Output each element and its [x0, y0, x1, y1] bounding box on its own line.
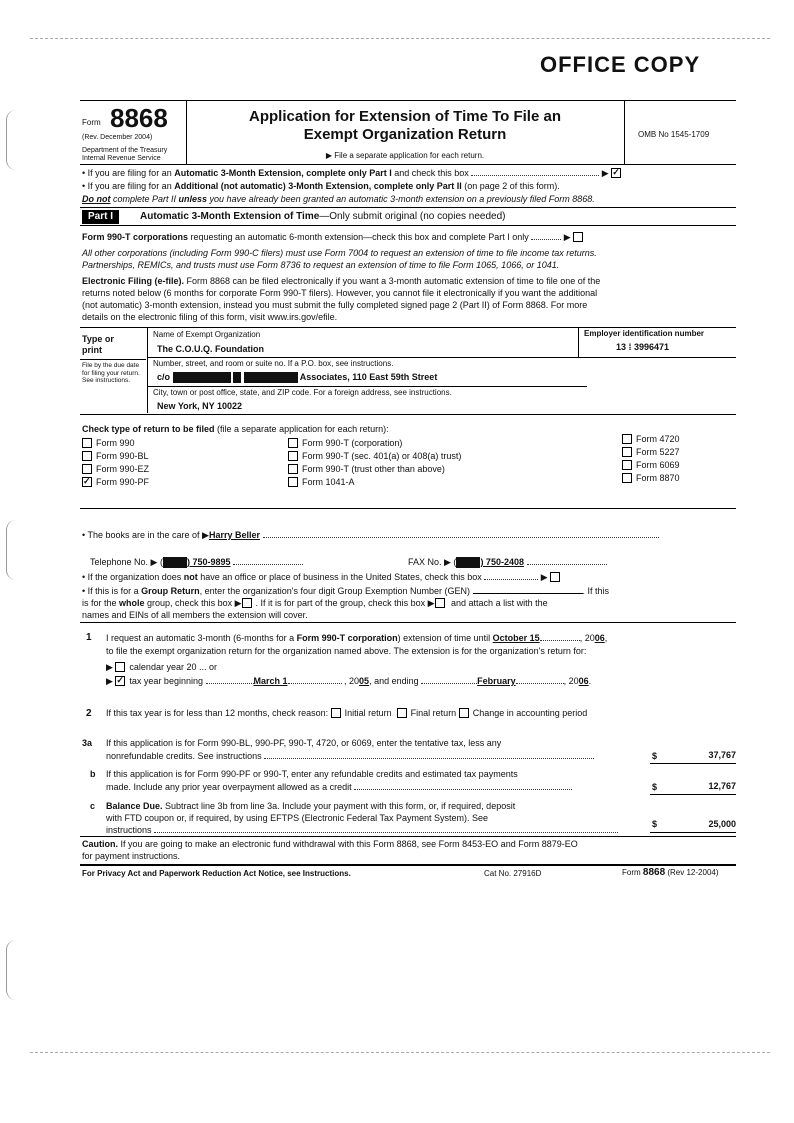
- return-label: Form 990-T (sec. 401(a) or 408(a) trust): [302, 451, 462, 461]
- line3b-label: made. Include any prior year overpayment allowed as a credit: [106, 782, 352, 792]
- scan-artifact-left2: [6, 520, 17, 580]
- line3a-text1: If this application is for Form 990-BL, 990-PF, 990-T, 4720, or 6069, enter the tentative tax, less any: [106, 738, 502, 748]
- final-return-checkbox[interactable]: [397, 708, 407, 718]
- dot-leader: [531, 239, 561, 240]
- line3c-1b: Subtract line 3b from line 3a. Include your payment with this form, or, if required, deposit: [162, 801, 516, 811]
- group-line2: [82, 598, 548, 609]
- extension-year[interactable]: 06: [594, 633, 605, 643]
- footer-form-rev: (Rev 12-2004): [665, 868, 719, 877]
- redacted-block: [233, 372, 241, 383]
- org-bottom-rule: [80, 414, 736, 415]
- intro-line-2: [82, 181, 732, 192]
- intro-3a: Do not: [82, 194, 111, 204]
- part1-rule: [80, 225, 736, 226]
- year-prefix: , 20: [344, 676, 360, 686]
- form-title-line2: Exempt Organization Return: [303, 126, 507, 143]
- initial-return-label: Initial return: [344, 708, 392, 718]
- other-corps-line2: Partnerships, REMICs, and trusts must use Form 8736 to request an extension of time to file Form 1065, 1066, or 1041.: [82, 260, 560, 270]
- office-a: • If the organization does: [82, 572, 184, 582]
- return-label: Form 990-PF: [96, 477, 150, 487]
- org-top-rule: [80, 327, 736, 328]
- returns-bottom-rule: [80, 508, 736, 509]
- automatic-ext-checkbox[interactable]: [611, 168, 621, 178]
- telephone-number[interactable]: ) 750-9895: [186, 557, 231, 567]
- dot-leader: [421, 683, 477, 684]
- return-option[interactable]: [622, 473, 680, 486]
- efile-text: Form 8868 can be filed electronically if you want a 3-month automatic extension of time to file one of the: [184, 276, 601, 286]
- return-label: Form 4720: [636, 434, 680, 444]
- efile-line3: (not automatic) 3-month extension, instead you must submit the fully completed signed page 2 (Part II) of Form 8868. For more: [82, 300, 588, 310]
- footer-form-number: 8868: [642, 867, 666, 878]
- return-option[interactable]: [288, 438, 461, 451]
- change-accounting-checkbox[interactable]: [459, 708, 469, 718]
- ein-prefix: 13: [616, 342, 627, 352]
- initial-return-checkbox[interactable]: [331, 708, 341, 718]
- return-checkbox[interactable]: [82, 464, 92, 474]
- refundable-credits-value[interactable]: 12,767: [708, 781, 736, 791]
- line3a-text2: [106, 751, 594, 762]
- part1-title-rest: —Only submit original (no copies needed): [319, 211, 506, 222]
- intro-1c: and check this box: [391, 168, 469, 178]
- return-checkbox-checked[interactable]: [82, 477, 92, 487]
- return-label: Form 5227: [636, 447, 680, 457]
- office-copy-stamp: OFFICE COPY: [540, 52, 701, 77]
- line3b-text2: [106, 782, 572, 793]
- tax-year-end[interactable]: February: [477, 676, 516, 686]
- ein-divider: [578, 327, 579, 357]
- form-revision: (Rev. December 2004): [82, 134, 153, 141]
- return-label: Form 990-T (corporation): [302, 438, 403, 448]
- group-1d: . If this: [582, 586, 610, 596]
- intro-2b: Additional (not automatic) 3-Month Extension, complete only Part II: [174, 181, 462, 191]
- year-prefix: , 20: [563, 676, 579, 686]
- city-value[interactable]: New York, NY 10022: [157, 401, 243, 411]
- scan-artifact-left: [6, 110, 17, 170]
- street-co: c/o: [157, 372, 171, 382]
- tax-year-line: ▶ ✓tax year beginning March 1 , 2005, and ending February , 2006.: [106, 676, 591, 687]
- group-line1: [82, 586, 609, 597]
- intro-3d: you have already been granted an automatic 3-month extension on a previously filed Form 8868.: [207, 194, 595, 204]
- return-option[interactable]: [82, 451, 149, 464]
- intro-1b: Automatic 3-Month Extension, complete only Part I: [174, 168, 392, 178]
- caution-line1: [82, 839, 578, 850]
- balance-due-value[interactable]: 25,000: [708, 819, 736, 829]
- return-option[interactable]: [82, 477, 149, 490]
- redacted-block: [173, 372, 231, 383]
- part1-title-main: Automatic 3-Month Extension of Time: [140, 211, 320, 222]
- line1-text2: to file the exempt organization return for the organization named above. The extension is for the organization's return for:: [106, 646, 587, 656]
- dot-leader: [233, 564, 303, 565]
- group-1b: Group Return: [141, 586, 200, 596]
- dot-leader: [527, 564, 607, 565]
- footer-cat: Cat No. 27916D: [484, 869, 542, 878]
- form990t-text: requesting an automatic 6-month extension—check this box and complete Part I only: [188, 232, 529, 242]
- and-ending-label: , and ending: [369, 676, 419, 686]
- scan-artifact-left3: [6, 940, 17, 1000]
- city-label: City, town or post office, state, and ZIP code. For a foreign address, see instructions.: [153, 388, 452, 397]
- intro-3c: unless: [178, 194, 208, 204]
- org-row2-rule: [147, 386, 587, 387]
- fax-line: [408, 557, 607, 568]
- dot-leader: [264, 758, 594, 759]
- scan-artifact-bottom: [30, 1052, 770, 1053]
- office-line: • If the organization does not have an office or place of business in the United States, check this box ▶: [82, 572, 732, 583]
- org-left-divider: [147, 327, 148, 413]
- redacted-block: [244, 372, 298, 383]
- intro-line-3: [82, 194, 732, 205]
- returns-col2: [288, 438, 461, 490]
- contact-bottom-rule: [80, 622, 736, 623]
- return-checkbox[interactable]: [622, 473, 632, 483]
- caution-line2: for payment instructions.: [82, 851, 181, 861]
- return-option[interactable]: [622, 460, 680, 473]
- efile-line1: [82, 276, 600, 287]
- return-label: Form 990-T (trust other than above): [302, 464, 445, 474]
- dot-leader: [540, 640, 580, 641]
- line1-a: I request an automatic 3-month (6-months for a: [106, 633, 297, 643]
- dot-leader: [484, 579, 538, 580]
- office-c: have an office or place of business in the United States, check this box: [197, 572, 482, 582]
- file-by-label: File by the due date for filing your return. See instructions.: [82, 362, 140, 384]
- final-return-label: Final return: [410, 708, 457, 718]
- dollar-sign: $: [652, 782, 658, 792]
- footer-privacy: For Privacy Act and Paperwork Reduction Act Notice, see Instructions.: [82, 869, 351, 878]
- calendar-year-label: calendar year 20 ... or: [129, 662, 217, 672]
- intro-1a: • If you are filing for an: [82, 168, 175, 178]
- header-top-rule: [80, 100, 736, 101]
- books-line: [82, 530, 659, 541]
- line3c-instructions: instructions: [106, 825, 152, 835]
- tax-year-label: tax year beginning: [129, 676, 203, 686]
- caution-bold: Caution.: [82, 839, 118, 849]
- return-label: Form 990-EZ: [96, 464, 150, 474]
- group-line3: names and EINs of all members the extension will cover.: [82, 610, 308, 620]
- line3c-text2: with FTD coupon or, if required, by using EFTPS (Electronic Federal Tax Payment System). See: [106, 813, 488, 823]
- extension-until-date[interactable]: October 15: [492, 633, 540, 643]
- redacted-block: [163, 557, 187, 568]
- part1-title: [140, 211, 506, 223]
- books-label: • The books are in the care of ▶: [82, 530, 209, 540]
- balance-due-bold: Balance Due.: [106, 801, 163, 811]
- return-option[interactable]: [288, 477, 461, 490]
- tax-year-checkbox[interactable]: [115, 676, 125, 686]
- dot-leader: [471, 175, 599, 176]
- irs: Internal Revenue Service: [82, 155, 161, 162]
- return-checkbox[interactable]: [622, 434, 632, 444]
- street-label: Number, street, and room or suite no. If a P.O. box, see instructions.: [153, 359, 394, 368]
- line1-c: ) extension of time until: [397, 633, 491, 643]
- intro-2c: (on page 2 of this form).: [461, 181, 560, 191]
- returns-col1: [82, 438, 149, 490]
- part-group-checkbox[interactable]: [435, 598, 445, 608]
- office-b: not: [183, 572, 198, 582]
- type-sub-rule: [80, 359, 146, 360]
- footer-rule: [80, 864, 736, 866]
- ein-value[interactable]: 13 ⁞ 3996471: [616, 342, 670, 352]
- amount-rule: [650, 794, 736, 795]
- ein-rest: 3996471: [634, 342, 670, 352]
- return-checkbox[interactable]: [288, 464, 298, 474]
- line1-b: Form 990-T corporation: [296, 633, 398, 643]
- intro-line-1: • If you are filing for an Automatic 3-Month Extension, complete only Part I and check this box ▶ ✓: [82, 168, 732, 179]
- return-checkbox[interactable]: [82, 438, 92, 448]
- returns-heading-text: (file a separate application for each return):: [214, 424, 389, 434]
- group-2a: is for the: [82, 598, 120, 608]
- group-1a: • If this is for a: [82, 586, 142, 596]
- return-label: Form 990: [96, 438, 135, 448]
- efile-line4: details on the electronic filing of this form, visit www.irs.gov/efile.: [82, 312, 338, 322]
- calendar-year-checkbox[interactable]: [115, 662, 125, 672]
- telephone-line: [90, 557, 303, 568]
- dot-leader: [154, 832, 618, 833]
- line3b-number: b: [90, 769, 96, 779]
- line3c-number: c: [90, 801, 96, 811]
- form-number: 8868: [110, 103, 168, 133]
- return-option[interactable]: [288, 464, 461, 477]
- efile-bold: Electronic Filing (e-file).: [82, 276, 185, 286]
- form-title-line1: Application for Extension of Time To File an: [249, 108, 561, 125]
- org-row1-rule: [147, 357, 736, 358]
- end-year[interactable]: 06: [578, 676, 589, 686]
- year-prefix: , 20: [579, 633, 595, 643]
- returns-heading: [82, 424, 389, 435]
- change-accounting-label: Change in accounting period: [472, 708, 588, 718]
- form990t-checkbox[interactable]: [573, 232, 583, 242]
- return-option[interactable]: [622, 447, 680, 460]
- return-checkbox[interactable]: [622, 447, 632, 457]
- return-checkbox[interactable]: [82, 451, 92, 461]
- returns-col3: [622, 434, 680, 486]
- header-divider-right: [624, 100, 625, 164]
- group-2d: . If it is for part of the group, check this box ▶: [255, 598, 435, 608]
- line3a-number: 3a: [82, 738, 93, 748]
- no-us-office-checkbox[interactable]: [550, 572, 560, 582]
- return-label: Form 990-BL: [96, 451, 149, 461]
- amount-rule: [650, 763, 736, 764]
- line3b-text1: If this application is for Form 990-PF or 990-T, enter any refundable credits and estimated tax payments: [106, 769, 518, 779]
- part1-tag: Part I: [82, 210, 119, 224]
- header-bottom-rule: [80, 164, 736, 165]
- footer-form-label: Form: [622, 868, 643, 877]
- line1-number: 1: [86, 632, 92, 643]
- scan-artifact-top: [30, 38, 770, 39]
- line2-number: 2: [86, 708, 92, 719]
- intro-3b: complete Part II: [110, 194, 179, 204]
- form-subtitle: ▶ File a separate application for each return.: [325, 151, 485, 160]
- form990t-bold: Form 990-T corporations: [82, 232, 189, 242]
- gen-input[interactable]: [473, 593, 583, 594]
- return-checkbox[interactable]: [288, 451, 298, 461]
- form-label: Form: [82, 118, 101, 127]
- street-rest: Associates, 110 East 59th Street: [299, 372, 438, 382]
- return-label: Form 6069: [636, 460, 680, 470]
- line2-text: [106, 708, 587, 719]
- return-label: Form 1041-A: [302, 477, 355, 487]
- dollar-sign: $: [652, 751, 658, 761]
- books-name[interactable]: Harry Beller: [208, 530, 261, 540]
- intro-2a: • If you are filing for an: [82, 181, 175, 191]
- dot-leader: [263, 537, 659, 538]
- fax-label: FAX No. ▶ (: [408, 557, 457, 567]
- footer-form: [622, 868, 719, 878]
- org-name[interactable]: The C.O.U.Q. Foundation: [157, 344, 264, 354]
- tax-year-begin[interactable]: March 1: [253, 676, 288, 686]
- efile-line2: returns noted below (6 months for corporate Form 990-T filers). However, you cannot file it electronically if you want the additional: [82, 288, 598, 298]
- group-2b: whole: [119, 598, 145, 608]
- amount-rule: [650, 832, 736, 833]
- return-checkbox[interactable]: [288, 477, 298, 487]
- dot-leader: [206, 683, 254, 684]
- department: Department of the Treasury: [82, 147, 168, 154]
- begin-year[interactable]: 05: [359, 676, 370, 686]
- tel-label: Telephone No. ▶ (: [90, 557, 163, 567]
- line3c-text1: [106, 801, 515, 812]
- line3c-text3: [106, 825, 618, 836]
- whole-group-checkbox[interactable]: [242, 598, 252, 608]
- fax-number[interactable]: ) 750-2408: [480, 557, 524, 567]
- line1-text: I request an automatic 3-month (6-months for a Form 990-T corporation) extension of time until October 15 , 2006,: [106, 633, 608, 643]
- return-option[interactable]: [82, 464, 149, 477]
- returns-heading-bold: Check type of return to be filed: [82, 424, 215, 434]
- ein-label: Employer identification number: [584, 329, 705, 338]
- dot-leader: [516, 683, 564, 684]
- dollar-sign: $: [652, 819, 658, 829]
- return-option[interactable]: [82, 438, 149, 451]
- return-option[interactable]: [288, 451, 461, 464]
- tentative-tax-value[interactable]: 37,767: [708, 750, 736, 760]
- org-name-label: Name of Exempt Organization: [153, 330, 261, 339]
- calendar-year-line: ▶ calendar year 20 ... or: [106, 662, 217, 672]
- dot-leader: [354, 789, 572, 790]
- group-1c: , enter the organization's four digit Group Exemption Number (GEN): [199, 586, 471, 596]
- return-label: Form 8870: [636, 473, 680, 483]
- return-checkbox[interactable]: [622, 460, 632, 470]
- redacted-block: [456, 557, 480, 568]
- other-corps-line1: All other corporations (including Form 990-C filers) must use Form 7004 to request an extension of time to file income tax returns.: [82, 248, 597, 258]
- type-or-label: Type or: [82, 334, 114, 344]
- intro-bottom-rule: [80, 207, 736, 208]
- caution-text: If you are going to make an electronic fund withdrawal with this Form 8868, see Form 8453-EO and Form 8879-EO: [118, 839, 578, 849]
- return-checkbox[interactable]: [288, 438, 298, 448]
- group-2e: and attach a list with the: [448, 598, 548, 608]
- street-value[interactable]: [157, 372, 437, 383]
- print-label: print: [82, 345, 102, 355]
- line3-bottom-rule: [80, 836, 736, 837]
- form990t-line: Form 990-T corporations requesting an automatic 6-month extension—check this box and complete Part I only ▶: [82, 232, 732, 243]
- omb-number: OMB No 1545-1709: [638, 130, 710, 139]
- line2-label: If this tax year is for less than 12 months, check reason:: [106, 708, 329, 718]
- group-2c: group, check this box ▶: [144, 598, 242, 608]
- return-option[interactable]: [622, 434, 680, 447]
- line3a-label: nonrefundable credits. See instructions: [106, 751, 262, 761]
- dot-leader: [288, 683, 342, 684]
